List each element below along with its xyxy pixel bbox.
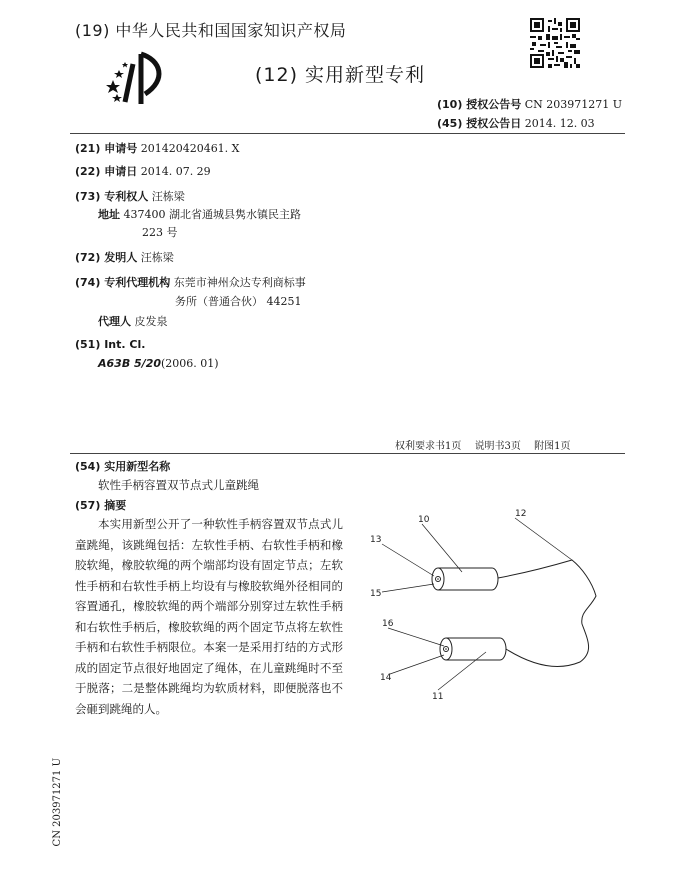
label-16: 16 — [382, 619, 394, 629]
label-14: 14 — [380, 673, 392, 683]
publication-date-label: (45) 授权公告日 — [437, 117, 522, 130]
document-type: (12) 实用新型专利 — [255, 64, 426, 86]
header-divider — [70, 133, 625, 134]
agency-row — [75, 274, 306, 290]
application-number: 201420420461. X — [140, 142, 240, 155]
patentee-row — [75, 188, 185, 204]
inventor: 汪栋梁 — [140, 251, 174, 264]
filing-date-row — [75, 163, 211, 179]
jump-rope-figure — [360, 500, 630, 710]
agency-line2: 务所（普通合伙） 44251 — [175, 295, 302, 308]
inventor-label: (72) 发明人 — [75, 251, 138, 264]
int-cl-class: A63B 5/20 — [98, 357, 162, 370]
address-line2: 223 号 — [142, 226, 178, 239]
inventor-row — [75, 249, 174, 265]
int-cl-version: (2006. 01) — [161, 357, 219, 370]
address-line1: 437400 湖北省通城县隽水镇民主路 — [123, 208, 301, 221]
utility-model-title: 软性手柄容置双节点式儿童跳绳 — [98, 478, 259, 492]
publication-number: CN 203971271 U — [524, 98, 622, 111]
abstract-label-text: (57) 摘要 — [75, 499, 127, 512]
issuing-office: (19) 中华人民共和国国家知识产权局 — [75, 21, 347, 40]
side-publication-number: CN 203971271 U — [52, 758, 63, 847]
publication-number-label: (10) 授权公告号 — [437, 98, 522, 111]
address-label: 地址 — [98, 208, 120, 221]
publication-number-row — [437, 96, 622, 112]
agent-label: 代理人 — [98, 315, 131, 328]
title-label-text: (54) 实用新型名称 — [75, 460, 171, 473]
application-number-row — [75, 140, 240, 156]
label-13: 13 — [370, 535, 382, 545]
label-12: 12 — [515, 509, 527, 519]
address-row — [98, 206, 301, 222]
patentee: 汪栋梁 — [151, 190, 185, 203]
cnipa-logo-icon — [105, 50, 177, 108]
application-number-label: (21) 申请号 — [75, 142, 138, 155]
agency-line1: 东莞市神州众达专利商标事 — [173, 276, 306, 289]
int-cl-label: (51) Int. Cl. — [75, 338, 146, 351]
filing-date: 2014. 07. 29 — [140, 165, 211, 178]
title-label — [75, 458, 170, 474]
label-11: 11 — [432, 692, 444, 702]
publication-date: 2014. 12. 03 — [524, 117, 595, 130]
filing-date-label: (22) 申请日 — [75, 165, 138, 178]
qr-code-icon — [530, 18, 580, 68]
agent-row — [98, 313, 168, 329]
left-handle — [432, 568, 498, 590]
abstract-text: 本实用新型公开了一种软性手柄容置双节点式儿童跳绳，该跳绳包括：左软性手柄、右软性手柄和橡胶软绳，橡胶软绳的两个端部均设有固定节点；左软性手柄和右软性手柄上均设有与橡胶软绳外径相同的容置通孔，橡胶软绳的两个端部分别穿过左软性手柄和右软性手柄后，橡胶软绳的两个固定节点将左软性手柄和右软性手柄限位。本案一是采用打结的方式形成的固定节点很好地固定了绳体，在儿童跳绳时不至于脱落；二是整体跳绳均为软质材料，即便脱落也不会砸到跳绳的人。 — [75, 517, 343, 716]
label-10: 10 — [418, 515, 430, 525]
agency-label: (74) 专利代理机构 — [75, 276, 171, 289]
patentee-label: (73) 专利权人 — [75, 190, 149, 203]
drawing-pages: 附图1页 — [534, 441, 571, 452]
abstract-label — [75, 497, 126, 513]
publication-date-row — [437, 115, 595, 131]
page-counts — [395, 437, 581, 452]
agent: 皮发泉 — [134, 315, 168, 328]
label-15: 15 — [370, 589, 382, 599]
right-handle — [440, 638, 506, 660]
claims-pages: 权利要求书1页 — [395, 441, 462, 452]
rubber-rope — [498, 560, 596, 666]
int-cl-row — [75, 338, 145, 351]
int-cl-entry — [98, 357, 219, 370]
description-pages: 说明书3页 — [474, 441, 521, 452]
abstract-divider — [70, 453, 625, 454]
